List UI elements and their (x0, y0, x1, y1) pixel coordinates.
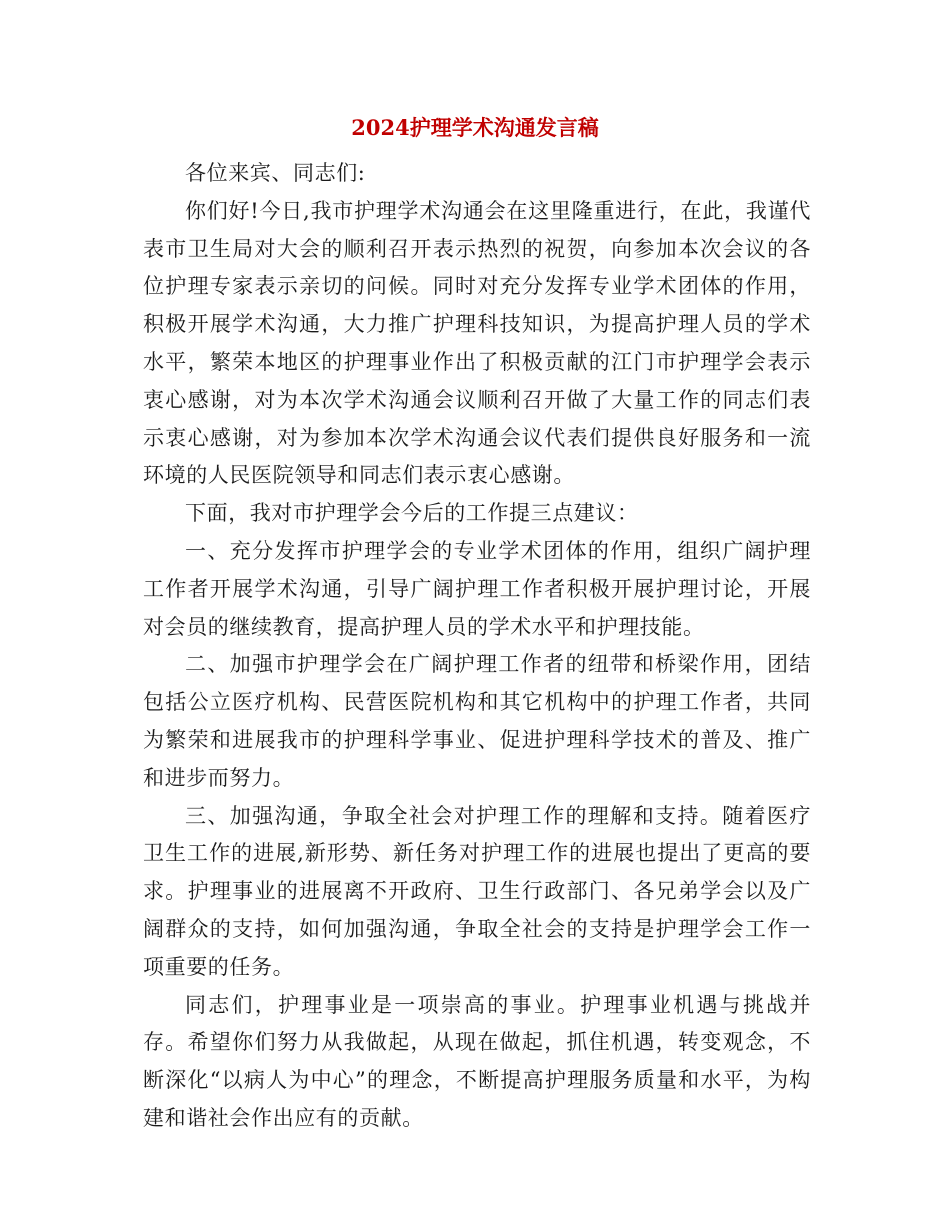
proposal-2-paragraph: 二、加强市护理学会在广阔护理工作者的纽带和桥梁作用，团结包括公立医疗机构、民营医院机构和其它机构中的护理工作者，共同为繁荣和进展我市的护理科学事业、促进护理科学技术的普及、推广和进步而努力。 (143, 652, 811, 790)
closing-paragraph: 同志们，护理事业是一项崇高的事业。护理事业机遇与挑战并存。希望你们努力从我做起，从现在做起，抓住机遇，转变观念，不断深化“以病人为中心”的理念，不断提高护理服务质量和水平，为构建和谐社会作出应有的贡献。 (143, 992, 811, 1130)
greeting-paragraph: 你们好!今日,我市护理学术沟通会在这里隆重进行，在此，我谨代表市卫生局对大会的顺利召开表示热烈的祝贺，向参加本次会议的各位护理专家表示亲切的问候。同时对充分发挥专业学术团体的作用，积极开展学术沟通，大力推广护理科技知识，为提高护理人员的学术水平，繁荣本地区的护理事业作出了积极贡献的江门市护理学会表示衷心感谢，对为本次学术沟通会议顺利召开做了大量工作的同志们表示衷心感谢，对为参加本次学术沟通会议代表们提供良好服务和一流环境的人民医院领导和同志们表示衷心感谢。 (143, 198, 811, 488)
salutation-paragraph: 各位来宾、同志们: (185, 161, 366, 185)
document-title: 2024护理学术沟通发言稿 (351, 115, 599, 140)
proposal-1-paragraph: 一、充分发挥市护理学会的专业学术团体的作用，组织广阔护理工作者开展学术沟通，引导广阔护理工作者积极开展护理讨论，开展对会员的继续教育，提高护理人员的学术水平和护理技能。 (143, 538, 811, 639)
document-body (143, 155, 811, 1138)
proposal-intro-paragraph: 下面，我对市护理学会今后的工作提三点建议： (185, 501, 639, 526)
proposal-3-paragraph: 三、加强沟通，争取全社会对护理工作的理解和支持。随着医疗卫生工作的进展,新形势、新任务对护理工作的进展也提出了更高的要求。护理事业的进展离不开政府、卫生行政部门、各兄弟学会以及广阔群众的支持，如何加强沟通，争取全社会的支持是护理学会工作一项重要的任务。 (143, 803, 811, 979)
